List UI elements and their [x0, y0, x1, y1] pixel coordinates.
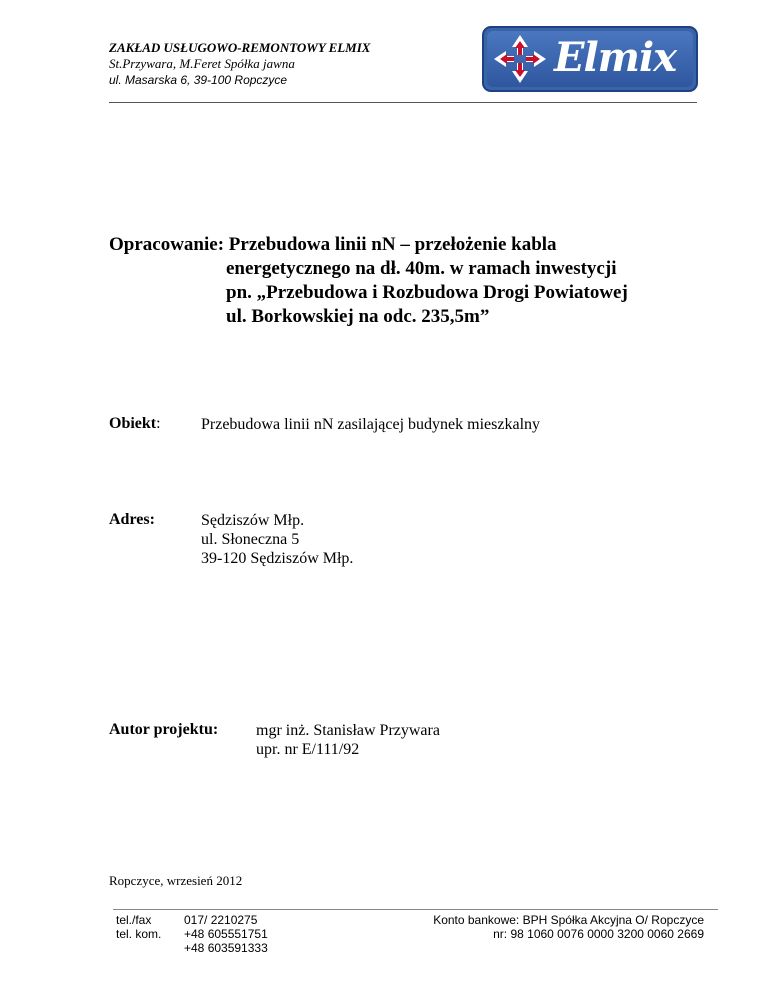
obiekt-label-colon: : — [156, 415, 161, 432]
place-date: Ropczyce, wrzesień 2012 — [109, 873, 243, 888]
obiekt-label-text: Obiekt — [109, 415, 157, 432]
footer-divider — [113, 909, 718, 910]
elmix-logo — [482, 26, 698, 92]
contact-row — [116, 941, 268, 955]
autor-line-2: upr. nr E/111/92 — [256, 741, 360, 758]
title-line-4: ul. Borkowskiej na odc. 235,5m” — [226, 306, 490, 327]
adres-line-1: Sędziszów Młp. — [201, 512, 305, 529]
contact-value: 017/ 2210275 — [184, 913, 258, 927]
adres-label: Adres: — [109, 511, 155, 528]
logo-wordmark: Elmix — [554, 34, 677, 81]
contact-label — [116, 941, 184, 955]
autor-line-1: mgr inż. Stanisław Przywara — [256, 722, 440, 739]
contact-row — [116, 913, 268, 927]
adres-value — [201, 511, 353, 568]
title-line-3: pn. „Przebudowa i Rozbudowa Drogi Powiatowej — [226, 282, 628, 303]
autor-label: Autor projektu: — [109, 721, 219, 738]
bank-account-label: Konto bankowe: BPH Spółka Akcyjna O/ Ropczyce — [433, 913, 704, 927]
header-divider — [109, 102, 697, 103]
company-name: ZAKŁAD USŁUGOWO-REMONTOWY ELMIX — [109, 40, 371, 55]
contact-label: tel./fax — [116, 913, 152, 927]
adres-line-2: ul. Słoneczna 5 — [201, 531, 300, 548]
obiekt-value: Przebudowa linii nN zasilającej budynek mieszkalny — [201, 416, 541, 433]
company-header — [109, 40, 370, 88]
contact-row — [116, 927, 268, 941]
title-line-2: energetycznego na dł. 40m. w ramach inwestycji — [226, 258, 617, 279]
footer-contacts — [116, 913, 268, 955]
compass-arrow-icon — [492, 33, 548, 85]
title-line-1: Opracowanie: Przebudowa linii nN – przełożenie kabla — [109, 234, 557, 255]
bank-account-number: nr: 98 1060 0076 0000 3200 0060 2669 — [493, 927, 704, 941]
footer-bank — [433, 913, 704, 941]
contact-value: +48 603591333 — [184, 941, 268, 955]
autor-value — [256, 721, 440, 759]
document-title — [109, 233, 628, 329]
contact-value: +48 605551751 — [184, 927, 268, 941]
obiekt-label — [109, 415, 161, 433]
contact-label: tel. kom. — [116, 927, 162, 941]
adres-line-3: 39-120 Sędziszów Młp. — [201, 550, 354, 567]
company-owners: St.Przywara, M.Feret Spółka jawna — [109, 56, 295, 71]
company-address: ul. Masarska 6, 39-100 Ropczyce — [109, 73, 288, 87]
